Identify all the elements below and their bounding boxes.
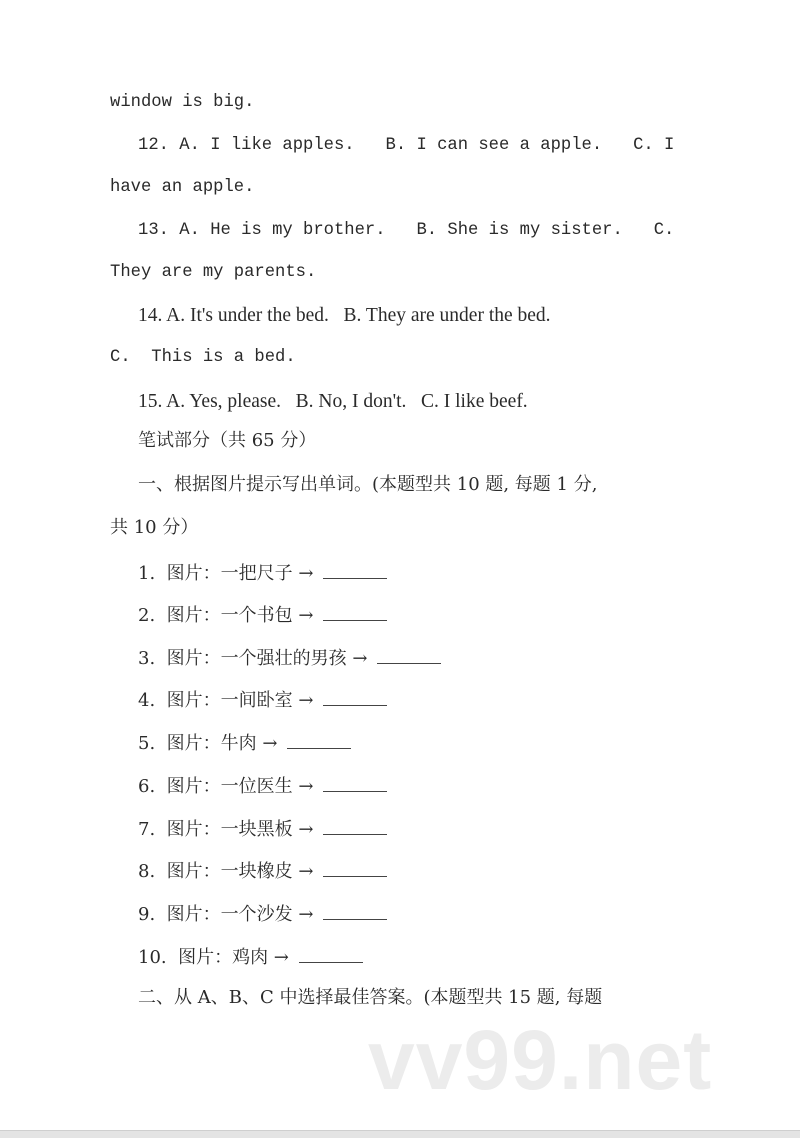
section-heading-written: 笔试部分（共 65 分） <box>138 430 317 451</box>
answer-blank[interactable] <box>323 816 387 835</box>
question-12: 12. A. I like apples. B. I can see a apple. C. I <box>138 136 675 155</box>
vocab-item <box>138 901 387 927</box>
item-prompt: 1. 图片：一把尺子 → <box>138 563 314 584</box>
answer-blank[interactable] <box>323 773 387 792</box>
answer-blank[interactable] <box>323 858 387 877</box>
answer-blank[interactable] <box>287 730 351 749</box>
item-prompt: 8. 图片：一块橡皮 → <box>138 861 314 882</box>
section-1-instructions: 一、根据图片提示写出单词。(本题型共 10 题, 每题 1 分, <box>138 474 598 495</box>
answer-blank[interactable] <box>323 602 387 621</box>
answer-blank[interactable] <box>299 944 363 963</box>
text-line: C. This is a bed. <box>110 348 296 367</box>
item-prompt: 4. 图片：一间卧室 → <box>138 690 314 711</box>
answer-blank[interactable] <box>323 687 387 706</box>
item-prompt: 9. 图片：一个沙发 → <box>138 904 314 925</box>
vocab-item <box>138 645 441 671</box>
item-prompt: 2. 图片：一个书包 → <box>138 605 314 626</box>
vocab-item <box>138 560 387 586</box>
text-line: have an apple. <box>110 178 255 197</box>
question-14: 14. A. It's under the bed. B. They are under the bed. <box>138 305 551 326</box>
item-prompt: 7. 图片：一块黑板 → <box>138 819 314 840</box>
text-line: window is big. <box>110 93 255 112</box>
vocab-item <box>138 944 363 970</box>
section-2-instructions: 二、从 A、B、C 中选择最佳答案。(本题型共 15 题, 每题 <box>138 987 603 1008</box>
vocab-item <box>138 773 387 799</box>
answer-blank[interactable] <box>323 560 387 579</box>
question-15: 15. A. Yes, please. B. No, I don't. C. I like beef. <box>138 391 528 412</box>
text-line: They are my parents. <box>110 263 317 282</box>
item-prompt: 5. 图片：牛肉 → <box>138 733 278 754</box>
question-13: 13. A. He is my brother. B. She is my sister. C. <box>138 221 675 240</box>
item-prompt: 3. 图片：一个强壮的男孩 → <box>138 648 368 669</box>
item-prompt: 10. 图片：鸡肉 → <box>138 947 289 968</box>
answer-blank[interactable] <box>323 901 387 920</box>
vocab-item <box>138 858 387 884</box>
vocab-item <box>138 730 351 756</box>
answer-blank[interactable] <box>377 645 441 664</box>
vocab-item <box>138 602 387 628</box>
vocab-item <box>138 687 387 713</box>
item-prompt: 6. 图片：一位医生 → <box>138 776 314 797</box>
vocab-item <box>138 816 387 842</box>
section-1-instructions-cont: 共 10 分） <box>110 517 199 538</box>
watermark: vv99.net <box>368 1013 713 1107</box>
